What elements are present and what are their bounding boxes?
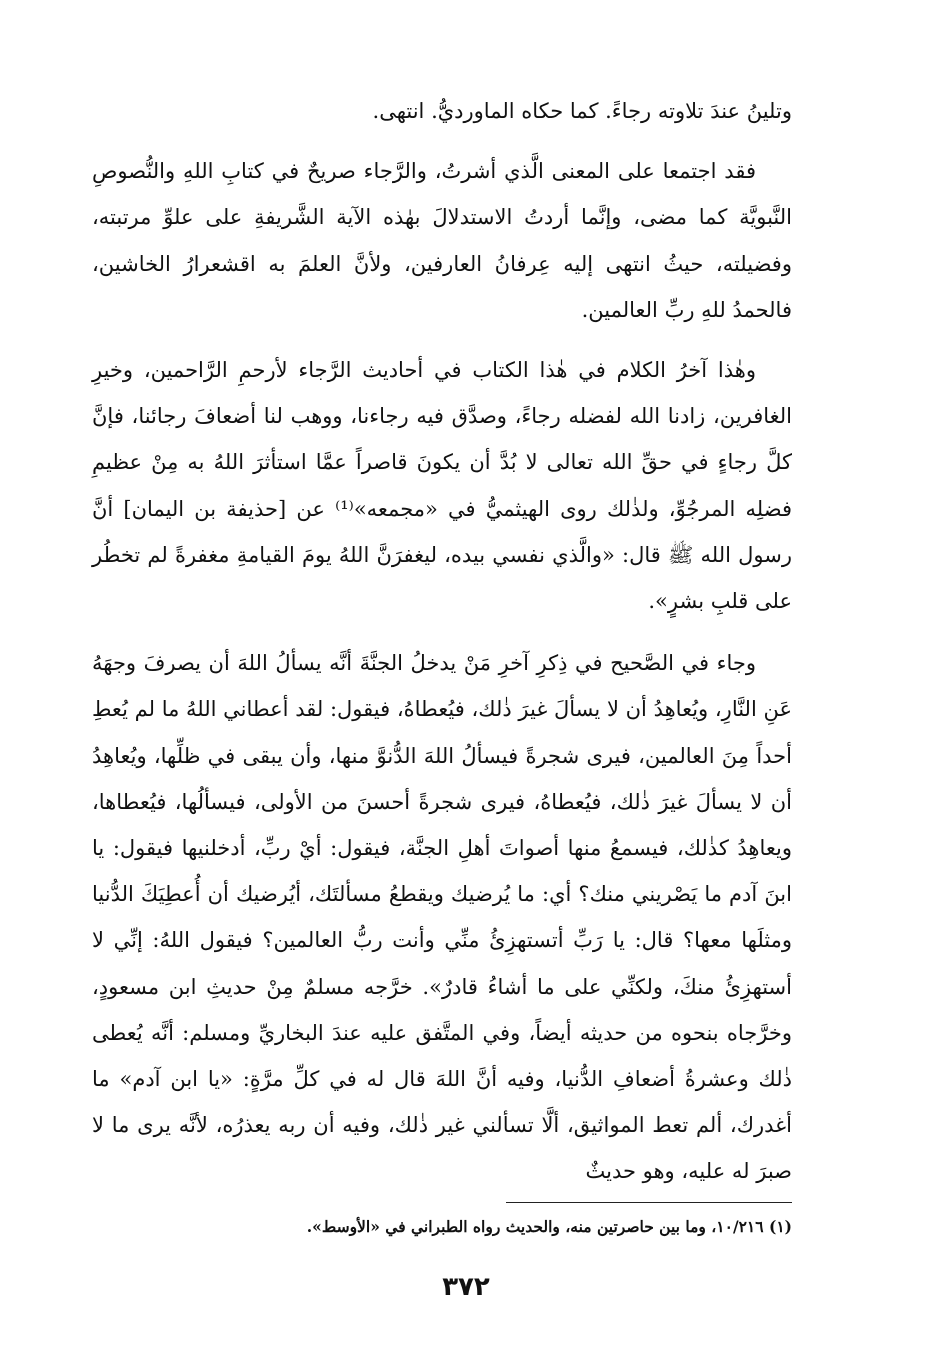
page-body: [92, 88, 792, 1195]
footnote-divider: [506, 1202, 792, 1203]
paragraph-1: وتلينُ عندَ تلاوته رجاءً. كما حكاه الماورديُّ. انتهى.: [372, 99, 792, 123]
paragraph-4: وجاء في الصَّحيح في ذِكرِ آخرِ مَنْ يدخلُ الجنَّةَ أنَّه يسألُ اللهَ أن يصرفَ وجهَهُ عَنِ النَّارِ، ويُعاهِدُ أن لا يسألَ غيرَ ذٰلك، فيُعطاهُ، فيقول: لقد أعطاني اللهُ ما لم يُعطِ أحداً مِنَ العالمين، فيرى شجرةً فيسألُ اللهَ الدُّنوَّ منها، وأن يبقى في ظلِّها، ويُعاهِدُ أن لا يسألَ غيرَ ذٰلك، فيُعطاهُ، فيرى شجرةً أحسنَ من الأولى، فيسألُها، فيُعطاها، ويعاهِدُ كذٰلك، فيسمعُ منها أصواتَ أهلِ الجنَّة، فيقول: أيْ ربِّ، أدخلنيها فيقول: يا ابنَ آدم ما يَصْريني منك؟ أي: ما يُرضيك ويقطعُ مسألتَك، أيُرضيك أن أُعطِيَكَ الدُّنيا ومثلَها معها؟ قال: يا رَبِّ أتستهزِئُ منِّي وأنت ربُّ العالمين؟ فيقول اللهُ: إنِّي لا أستهزِئُ منكَ، ولكنِّي على ما أشاءُ قادرٌ». خرَّجه مسلمٌ مِنْ حديثِ ابن مسعودٍ، وخرَّجاه بنحوه من حديثه أيضاً، وفي المتَّفق عليه عندَ البخاريِّ ومسلم: أنَّه يُعطى ذٰلك وعشرةُ أضعافِ الدُّنيا، وفيه أنَّ اللهَ قال له في كلِّ مرَّةٍ: «يا ابن آدم» ما أغدرك، ألم تعط المواثيق، ألَّا تسألني غير ذٰلك، وفيه أن ربه يعذرُه، لأنَّه يرى ما لا صبرَ له عليه، وهو حديثٌ: [92, 651, 792, 1184]
footnote: (١) ١٠/٢١٦، وما بين حاصرتين منه، والحديث رواه الطبراني في «الأوسط».: [306, 1217, 792, 1236]
paragraph-2: فقد اجتمعا على المعنى الَّذي أشرتُ، والرَّجاء صريحٌ في كتابِ اللهِ والنُّصوصِ النَّبويَّة كما مضى، وإنَّما أردتُ الاستدلالَ بهٰذه الآية الشَّريفةِ على علوِّ مرتبته، وفضيلته، حيثُ انتهى إليه عِرفانُ العارفين، ولأنَّ العلمَ به اقشعرارُ الخاشين، فالحمدُ للهِ ربِّ العالمين.: [92, 159, 792, 322]
page-number: ٣٧٢: [442, 1272, 490, 1302]
paragraph-3: وهٰذا آخرُ الكلام في هٰذا الكتاب في أحاديث الرَّجاء لأرحمِ الرَّاحمين، وخيرِ الغافرين، زادنا الله لفضله رجاءً، وصدَّق فيه رجاءنا، ووهب لنا أضعافَ رجائنا، فإنَّ كلَّ رجاءٍ في حقِّ الله تعالى لا بُدَّ أن يكونَ قاصراً عمَّا استأثرَ اللهُ به مِنْ عظيمِ فضلِه المرجُوِّ، ولذٰلك روى الهيثميُّ في «مجمعه»⁽¹⁾ عن [حذيفة بن اليمان] أنَّ رسول الله ﷺ قال: «والَّذي نفسي بيده، ليغفرَنَّ اللهُ يومَ القيامةِ مغفرةً لم تخطُر على قلبِ بشرٍ».: [92, 358, 792, 614]
